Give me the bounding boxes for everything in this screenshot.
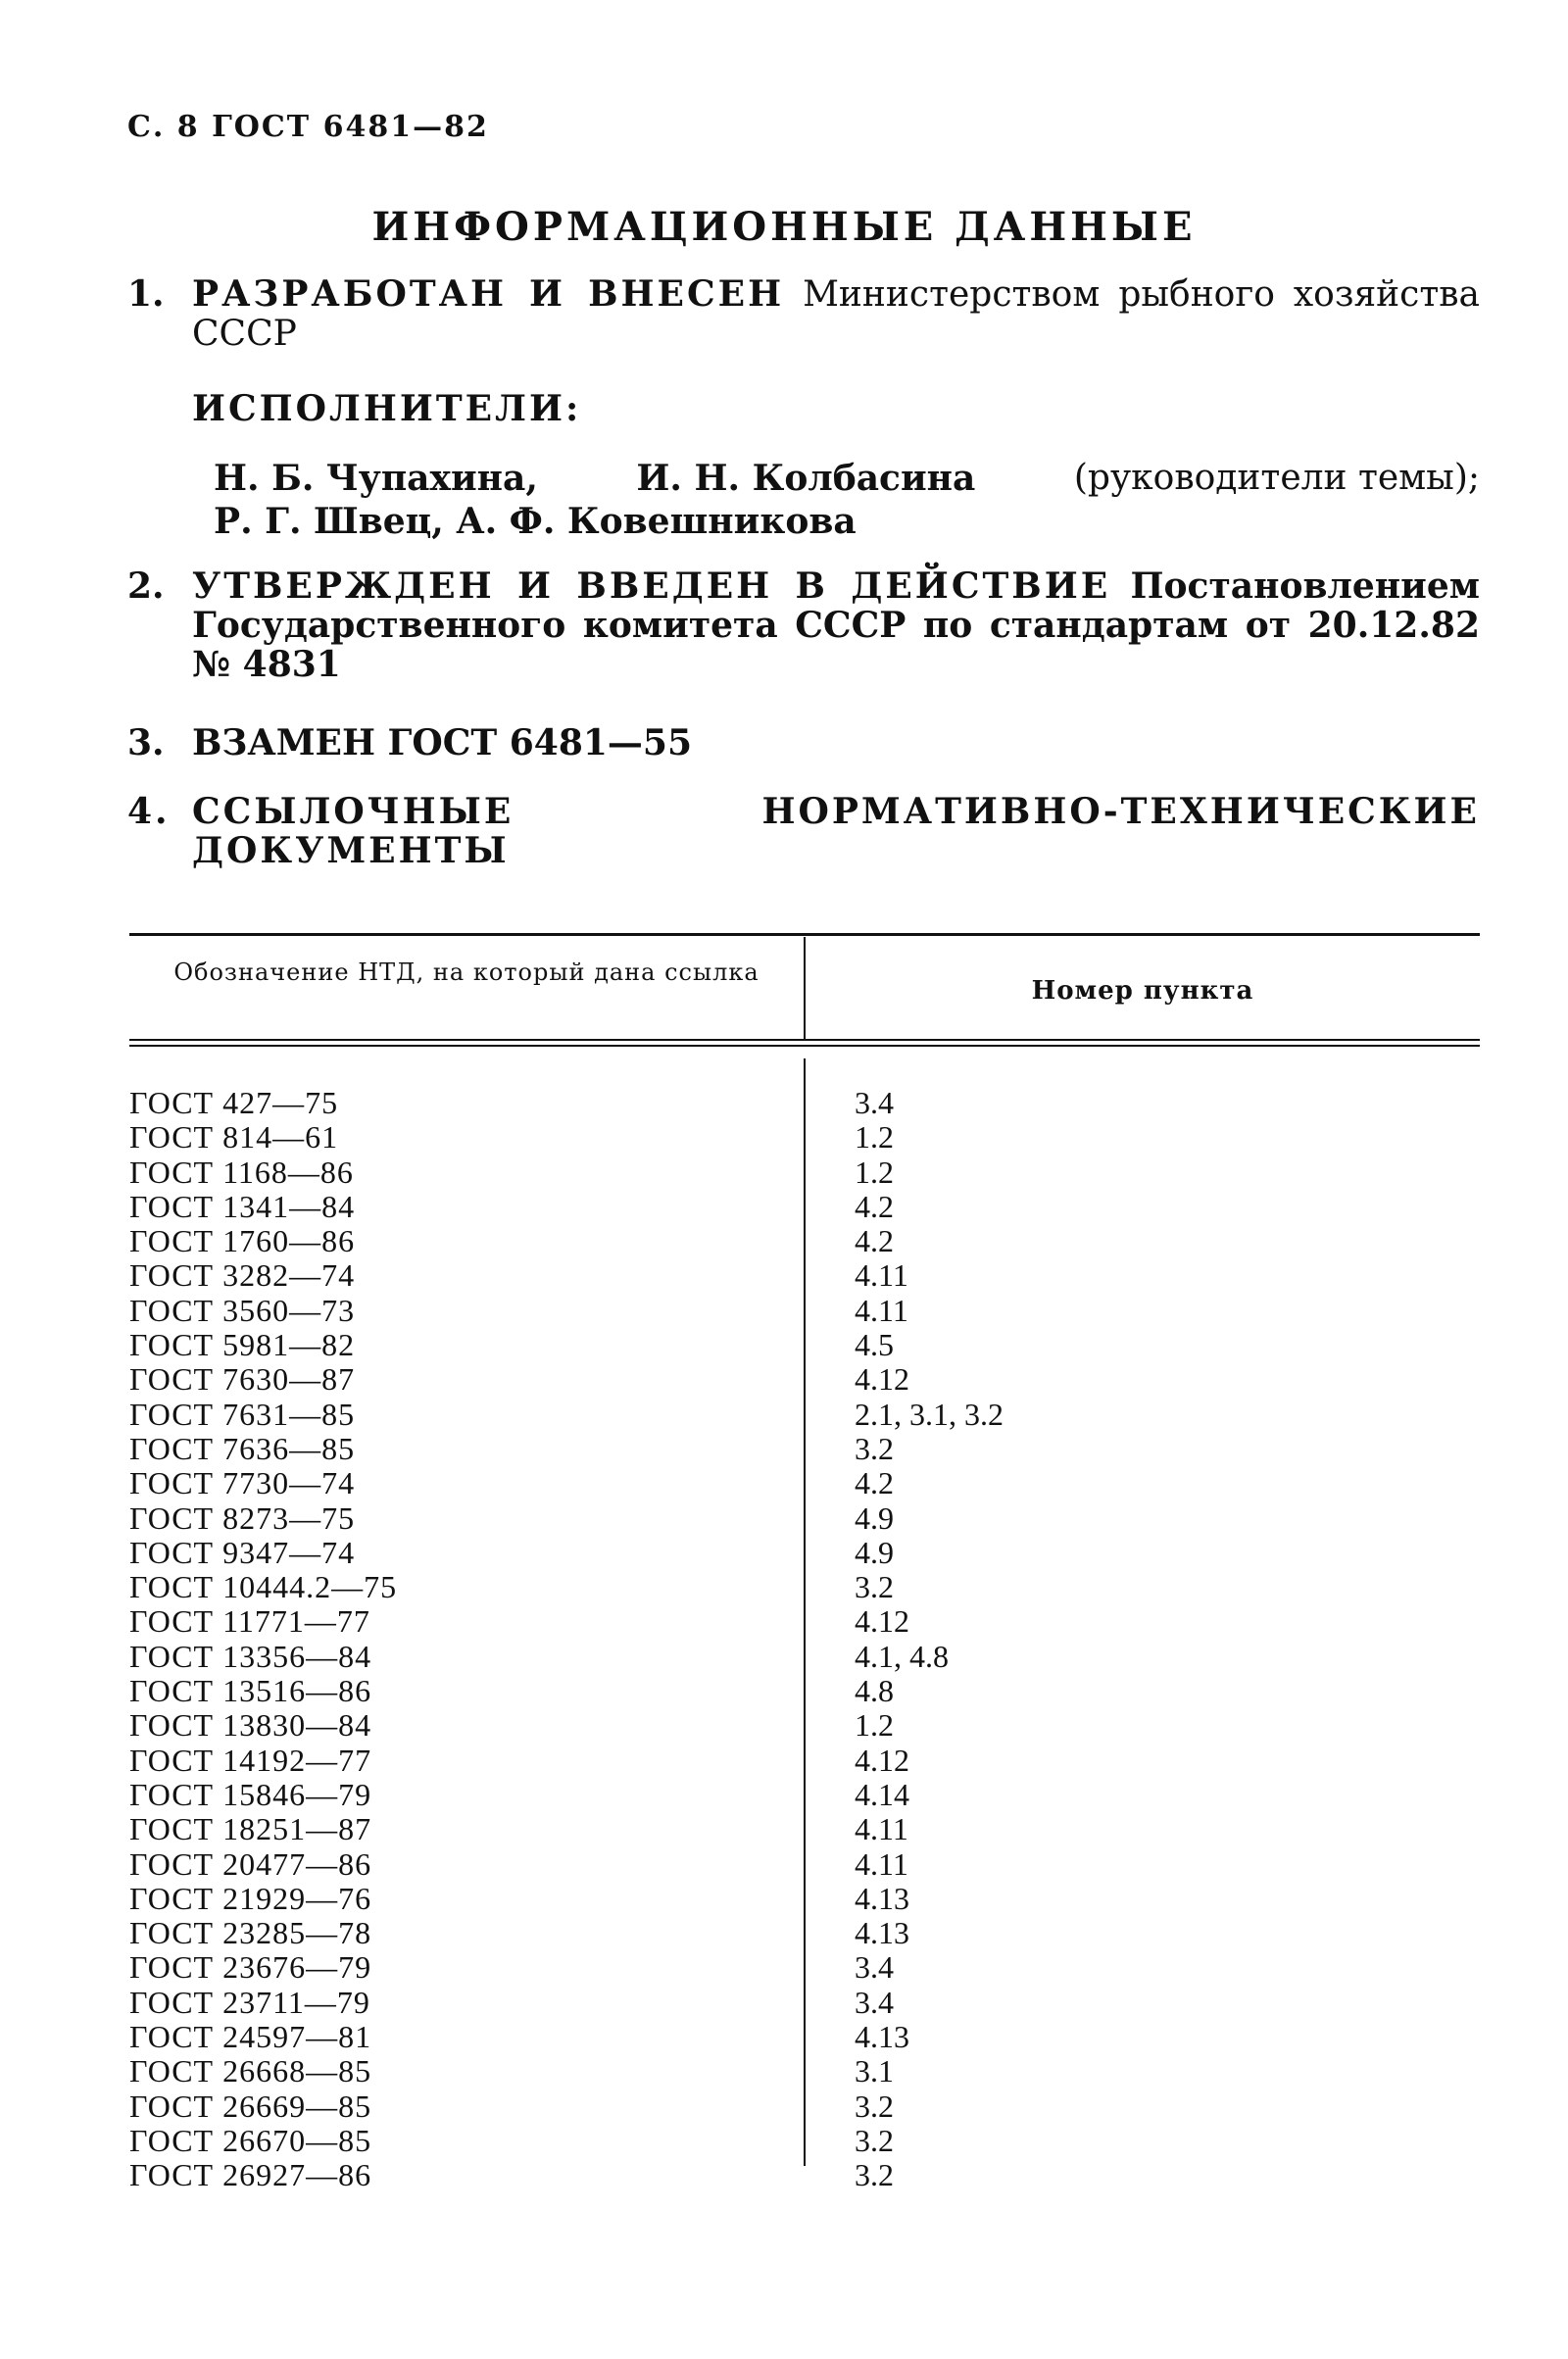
document-designation: ГОСТ 427—75 — [129, 1085, 339, 1120]
column-header-document: Обозначение НТД, на который дана ссылка — [173, 958, 760, 986]
document-designation: ГОСТ 13830—84 — [129, 1707, 372, 1744]
document-designation: ГОСТ 15846—79 — [129, 1776, 372, 1812]
clause-number: 4.2 — [855, 1223, 894, 1259]
document-designation: ГОСТ 3560—73 — [129, 1292, 356, 1328]
clause-number: 2.1, 3.1, 3.2 — [855, 1396, 1004, 1432]
clause-number: 4.9 — [855, 1534, 894, 1570]
reference-table — [129, 933, 1480, 2197]
document-designation: ГОСТ 7630—87 — [129, 1361, 356, 1398]
clause-number: 4.9 — [855, 1499, 894, 1536]
clause-number: 3.2 — [855, 2122, 894, 2158]
section-body — [192, 566, 1480, 684]
document-designation: ГОСТ 3282—74 — [129, 1257, 356, 1294]
table-row — [129, 2054, 1480, 2089]
table-row — [129, 1294, 1480, 1328]
clause-number: 4.11 — [855, 1811, 908, 1847]
table-row — [129, 1708, 1480, 1743]
document-designation: ГОСТ 23676—79 — [129, 1949, 372, 1986]
table-row — [129, 1501, 1480, 1536]
document-designation: ГОСТ 1341—84 — [129, 1188, 356, 1224]
clause-number: 4.12 — [855, 1603, 909, 1640]
section-replaces — [127, 723, 1480, 762]
page-header: С. 8 ГОСТ 6481—82 — [127, 110, 489, 144]
document-designation: ГОСТ 24597—81 — [129, 2019, 372, 2055]
clause-number: 1.2 — [855, 1119, 894, 1155]
clause-number: 3.2 — [855, 1430, 894, 1466]
document-designation: ГОСТ 10444.2—75 — [129, 1569, 398, 1605]
table-row — [129, 1328, 1480, 1362]
section-number: 2. — [127, 565, 165, 607]
clause-number: 4.13 — [855, 2019, 909, 2055]
table-row — [129, 2020, 1480, 2054]
section-number: 4. — [127, 791, 171, 832]
performers-line-1 — [214, 457, 1480, 500]
document-designation: ГОСТ 11771—77 — [129, 1603, 370, 1640]
clause-number: 3.2 — [855, 2088, 894, 2124]
document-designation: ГОСТ 1760—86 — [129, 1223, 356, 1259]
clause-number: 4.13 — [855, 1880, 909, 1916]
clause-number: 3.2 — [855, 1569, 894, 1605]
clause-number: 4.1, 4.8 — [855, 1638, 949, 1674]
document-designation: ГОСТ 23711—79 — [129, 1984, 370, 2020]
clause-number: 4.12 — [855, 1361, 909, 1398]
document-designation: ГОСТ 26669—85 — [129, 2088, 372, 2124]
section-body: ВЗАМЕН ГОСТ 6481—55 — [192, 722, 693, 763]
table-row — [129, 1362, 1480, 1397]
clause-number: 3.2 — [855, 2157, 894, 2193]
clause-number: 1.2 — [855, 1154, 894, 1190]
table-row — [129, 1120, 1480, 1155]
document-designation: ГОСТ 13356—84 — [129, 1638, 372, 1674]
document-designation: ГОСТ 5981—82 — [129, 1327, 356, 1363]
section-developed-by — [127, 274, 1480, 354]
document-designation: ГОСТ 1168—86 — [129, 1154, 354, 1190]
table-row — [129, 1744, 1480, 1778]
document-designation: ГОСТ 9347—74 — [129, 1534, 356, 1570]
table-row — [129, 1398, 1480, 1432]
section-body: ССЫЛОЧНЫЕ НОРМАТИВНО-ТЕХНИЧЕСКИЕ ДОКУМЕНТЫ — [192, 791, 1480, 871]
table-header-rule — [129, 1039, 1480, 1041]
table-row — [129, 1155, 1480, 1190]
table-row — [129, 1986, 1480, 2020]
section-text: Министерством рыбного хозяйства СССР — [192, 274, 1480, 354]
table-row — [129, 1536, 1480, 1570]
performers-list — [214, 457, 1480, 543]
clause-number: 4.2 — [855, 1188, 894, 1224]
document-designation: ГОСТ 8273—75 — [129, 1499, 356, 1536]
section-reference-documents — [127, 792, 1480, 870]
table-row — [129, 1258, 1480, 1293]
clause-number: 4.12 — [855, 1742, 909, 1778]
document-designation: ГОСТ 21929—76 — [129, 1880, 372, 1916]
table-body — [129, 1086, 1480, 2193]
table-row — [129, 1640, 1480, 1674]
section-number: 3. — [127, 722, 165, 763]
table-row — [129, 1778, 1480, 1812]
table-row — [129, 1916, 1480, 1950]
document-designation: ГОСТ 814—61 — [129, 1119, 339, 1155]
section-number: 1. — [127, 273, 165, 315]
document-designation: ГОСТ 23285—78 — [129, 1915, 372, 1951]
document-designation: ГОСТ 13516—86 — [129, 1673, 372, 1709]
table-row — [129, 1432, 1480, 1466]
document-designation: ГОСТ 26670—85 — [129, 2122, 372, 2158]
section-text: Постановлением Государственного комитета СССР по стандартам от 20.12.82 № 4831 — [192, 565, 1480, 685]
table-row — [129, 1812, 1480, 1846]
table-row — [129, 1882, 1480, 1916]
table-row — [129, 1570, 1480, 1604]
document-designation: ГОСТ 26668—85 — [129, 2053, 372, 2089]
document-designation: ГОСТ 26927—86 — [129, 2157, 372, 2193]
table-row — [129, 1847, 1480, 1882]
performers-line-2: Р. Г. Швец, А. Ф. Ковешникова — [214, 501, 857, 542]
table-row — [129, 1190, 1480, 1224]
clause-number: 4.5 — [855, 1327, 894, 1363]
document-designation: ГОСТ 7631—85 — [129, 1396, 356, 1432]
table-row — [129, 1950, 1480, 1985]
performers-heading: ИСПОЛНИТЕЛИ: — [192, 388, 582, 429]
table-row — [129, 1224, 1480, 1258]
performer-name: Н. Б. Чупахина, — [214, 458, 538, 499]
document-designation: ГОСТ 18251—87 — [129, 1811, 372, 1847]
table-row — [129, 1674, 1480, 1708]
clause-number: 4.11 — [855, 1257, 908, 1294]
section-caps-heading: РАЗРАБОТАН И ВНЕСЕН — [192, 273, 785, 315]
clause-number: 3.4 — [855, 1085, 894, 1120]
table-row — [129, 2124, 1480, 2158]
section-approved — [127, 566, 1480, 684]
clause-number: 3.1 — [855, 2053, 894, 2089]
document-designation: ГОСТ 14192—77 — [129, 1742, 372, 1778]
clause-number: 4.2 — [855, 1465, 894, 1501]
section-caps-heading: УТВЕРЖДЕН И ВВЕДЕН В ДЕЙСТВИЕ — [192, 565, 1111, 607]
clause-number: 3.4 — [855, 1949, 894, 1986]
document-designation: ГОСТ 7636—85 — [129, 1430, 356, 1466]
table-header-rule — [129, 1045, 1480, 1047]
clause-number: 4.14 — [855, 1776, 909, 1812]
performer-name: И. Н. Колбасина — [636, 458, 976, 499]
column-header-clause: Номер пункта — [1031, 976, 1254, 1006]
table-row — [129, 1466, 1480, 1500]
table-top-rule — [129, 933, 1480, 936]
document-designation: ГОСТ 7730—74 — [129, 1465, 356, 1501]
clause-number: 4.11 — [855, 1845, 908, 1882]
performers-role-note: (руководители темы); — [1073, 458, 1480, 498]
document-designation: ГОСТ 20477—86 — [129, 1845, 372, 1882]
clause-number: 4.11 — [855, 1292, 908, 1328]
table-row — [129, 2158, 1480, 2192]
document-title: ИНФОРМАЦИОННЫЕ ДАННЫЕ — [371, 204, 1197, 250]
table-row — [129, 1604, 1480, 1639]
clause-number: 4.8 — [855, 1673, 894, 1709]
clause-number: 4.13 — [855, 1915, 909, 1951]
clause-number: 1.2 — [855, 1707, 894, 1744]
section-body — [192, 274, 1480, 354]
table-row — [129, 1086, 1480, 1120]
table-row — [129, 2089, 1480, 2124]
clause-number: 3.4 — [855, 1984, 894, 2020]
